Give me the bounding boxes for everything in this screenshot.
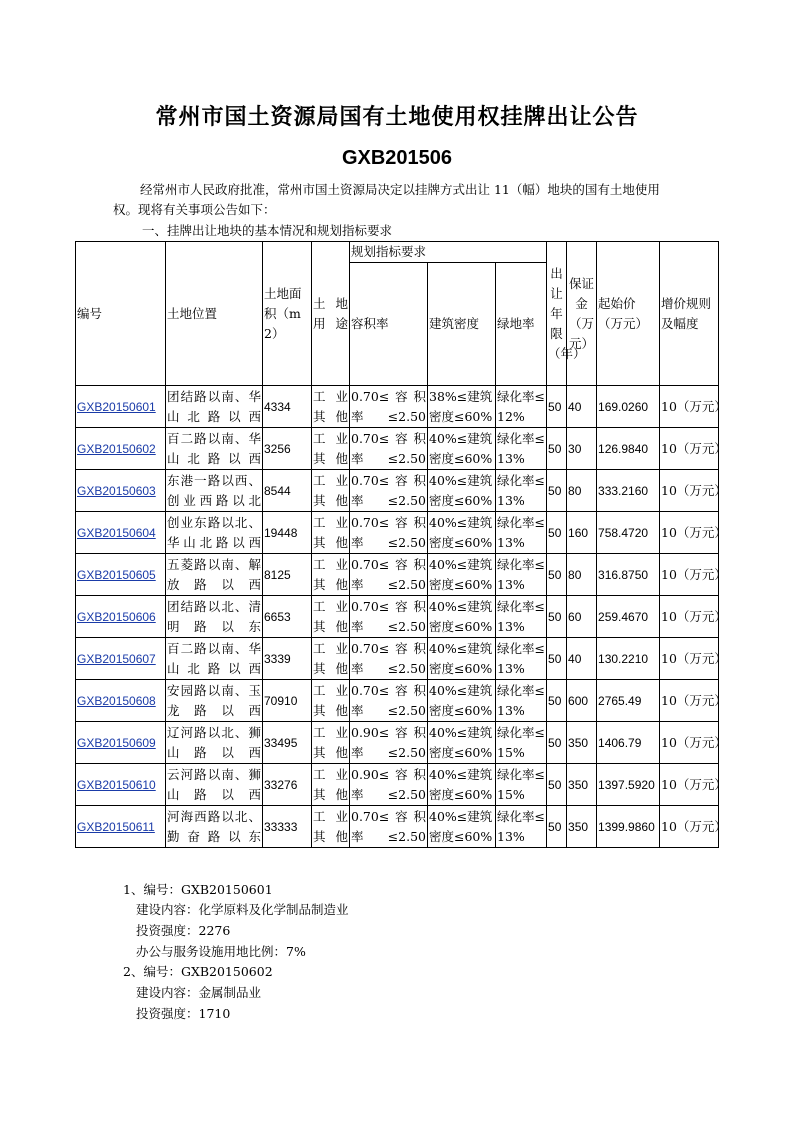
cell-start-price-text: 126.9840: [598, 441, 649, 456]
cell-increment: [660, 512, 727, 554]
cell-area: [263, 386, 312, 428]
cell-use: [312, 596, 350, 638]
header-code: 编号: [76, 242, 166, 386]
cell-increment-text: 10（万元）: [661, 608, 727, 624]
cell-location: [166, 386, 263, 428]
cell-start-price-text: 130.2210: [598, 651, 649, 666]
cell-deposit-text: 80: [568, 567, 582, 582]
cell-use: [312, 386, 350, 428]
cell-term: [547, 428, 567, 470]
cell-location: [166, 596, 263, 638]
cell-deposit: [567, 638, 597, 680]
cell-area-text: 33333: [264, 819, 298, 834]
cell-term: [547, 554, 567, 596]
cell-code-text[interactable]: GXB20150601: [77, 399, 156, 414]
header-density: 建筑密度: [428, 263, 496, 386]
cell-term: [547, 596, 567, 638]
detail-2-investment: 投资强度：1710: [136, 1006, 231, 1021]
cell-far-text: 0.70≤容积率≤2.50: [351, 430, 426, 466]
cell-deposit-text: 40: [568, 651, 582, 666]
cell-deposit: [567, 596, 597, 638]
cell-start-price-text: 2765.49: [598, 693, 642, 708]
cell-start-price: [597, 428, 660, 470]
cell-area-text: 3339: [264, 651, 291, 666]
cell-term-text: 50: [548, 651, 562, 666]
cell-location-text: 辽河路以北、狮山路以西: [167, 724, 261, 760]
detail-2-content: 建设内容：金属制品业: [136, 985, 262, 1000]
cell-use-text: 工业其他: [313, 640, 348, 676]
cell-area: [263, 596, 312, 638]
cell-density: [428, 680, 496, 722]
cell-term: [547, 638, 567, 680]
cell-area-text: 4334: [264, 399, 291, 414]
detail-1-investment: 投资强度：2276: [136, 923, 231, 938]
header-increment: 增价规则及幅度: [660, 242, 719, 386]
cell-green: [496, 680, 547, 722]
cell-far-text: 0.70≤容积率≤2.50: [351, 472, 426, 508]
cell-density: [428, 764, 496, 806]
cell-use-text: 工业其他: [313, 430, 348, 466]
cell-area-text: 70910: [264, 693, 298, 708]
cell-use: [312, 554, 350, 596]
table-row: [76, 470, 719, 512]
cell-increment-text: 10（万元）: [661, 398, 727, 414]
cell-area-text: 6653: [264, 609, 291, 624]
cell-green: [496, 512, 547, 554]
cell-code-text[interactable]: GXB20150603: [77, 483, 156, 498]
cell-code-text[interactable]: GXB20150602: [77, 441, 156, 456]
cell-far: [350, 554, 428, 596]
cell-location-text: 团结路以北、清明路以东: [167, 598, 261, 634]
cell-area: [263, 680, 312, 722]
cell-term: [547, 722, 567, 764]
cell-deposit-text: 60: [568, 609, 582, 624]
cell-use: [312, 722, 350, 764]
cell-start-price-text: 758.4720: [598, 525, 649, 540]
cell-code: [76, 722, 166, 764]
cell-location-text: 云河路以南、狮山路以西: [167, 766, 261, 802]
detail-2-heading: 2、编号：GXB20150602: [123, 964, 273, 979]
cell-use: [312, 512, 350, 554]
cell-far-text: 0.70≤容积率≤2.50: [351, 556, 426, 592]
cell-far: [350, 764, 428, 806]
cell-location: [166, 470, 263, 512]
cell-area-text: 19448: [264, 525, 298, 540]
cell-green-text: 绿化率≤13%: [497, 430, 546, 466]
header-planning: 规划指标要求: [350, 242, 547, 263]
cell-density-text: 40%≤建筑密度≤60%: [429, 556, 493, 592]
cell-deposit-text: 350: [568, 777, 589, 792]
cell-use: [312, 428, 350, 470]
header-start-price: 起始价（万元）: [597, 242, 660, 386]
cell-code-text[interactable]: GXB20150610: [77, 777, 156, 792]
cell-term: [547, 680, 567, 722]
cell-far: [350, 596, 428, 638]
cell-area: [263, 764, 312, 806]
cell-start-price: [597, 386, 660, 428]
cell-green: [496, 638, 547, 680]
cell-location: [166, 512, 263, 554]
cell-location-text: 东港一路以西、创业西路以北: [167, 472, 261, 508]
cell-deposit: [567, 512, 597, 554]
cell-area: [263, 722, 312, 764]
cell-deposit-text: 600: [568, 693, 589, 708]
cell-use-text: 工业其他: [313, 556, 348, 592]
cell-area: [263, 554, 312, 596]
cell-increment-text: 10（万元）: [661, 482, 727, 498]
cell-green-text: 绿化率≤13%: [497, 808, 546, 844]
cell-green-text: 绿化率≤13%: [497, 472, 546, 508]
cell-location: [166, 806, 263, 848]
cell-area-text: 33276: [264, 777, 298, 792]
cell-code-text[interactable]: GXB20150609: [77, 735, 156, 750]
cell-far: [350, 428, 428, 470]
cell-increment: [660, 680, 727, 722]
cell-use-text: 工业其他: [313, 598, 348, 634]
cell-increment: [660, 386, 727, 428]
cell-increment-text: 10（万元）: [661, 440, 727, 456]
cell-increment: [660, 806, 727, 848]
cell-code: [76, 596, 166, 638]
cell-density-text: 40%≤建筑密度≤60%: [429, 430, 493, 466]
cell-code: [76, 806, 166, 848]
cell-code: [76, 512, 166, 554]
cell-location-text: 河海西路以北、勤奋路以东: [167, 808, 261, 844]
cell-density-text: 40%≤建筑密度≤60%: [429, 724, 493, 760]
cell-green: [496, 470, 547, 512]
cell-start-price: [597, 638, 660, 680]
cell-density-text: 40%≤建筑密度≤60%: [429, 472, 493, 508]
cell-location-text: 创业东路以北、华山北路以西: [167, 514, 261, 550]
cell-green-text: 绿化率≤13%: [497, 640, 546, 676]
cell-location-text: 五菱路以南、解放路以西: [167, 556, 261, 592]
cell-start-price: [597, 722, 660, 764]
cell-density: [428, 386, 496, 428]
cell-location-text: 安园路以南、玉龙路以西: [167, 682, 261, 718]
table-row: [76, 680, 719, 722]
cell-start-price-text: 259.4670: [598, 609, 649, 624]
cell-increment-text: 10（万元）: [661, 650, 727, 666]
header-use: 土地用途: [312, 242, 350, 386]
cell-start-price-text: 169.0260: [598, 399, 649, 414]
cell-area: [263, 806, 312, 848]
cell-start-price-text: 1406.79: [598, 735, 642, 750]
cell-deposit: [567, 470, 597, 512]
cell-deposit: [567, 386, 597, 428]
cell-green: [496, 386, 547, 428]
cell-deposit: [567, 428, 597, 470]
cell-green: [496, 806, 547, 848]
cell-start-price-text: 1399.9860: [598, 819, 655, 834]
cell-increment-text: 10（万元）: [661, 566, 727, 582]
cell-area-text: 8125: [264, 567, 291, 582]
cell-use-text: 工业其他: [313, 766, 348, 802]
cell-green-text: 绿化率≤13%: [497, 556, 546, 592]
cell-deposit-text: 350: [568, 819, 589, 834]
cell-far-text: 0.90≤容积率≤2.50: [351, 766, 426, 802]
cell-use-text: 工业其他: [313, 724, 348, 760]
land-parcel-table: [75, 241, 727, 848]
cell-density: [428, 638, 496, 680]
cell-density-text: 40%≤建筑密度≤60%: [429, 598, 493, 634]
table-row: [76, 554, 719, 596]
cell-deposit-text: 80: [568, 483, 582, 498]
cell-location: [166, 554, 263, 596]
cell-green-text: 绿化率≤13%: [497, 598, 546, 634]
cell-term: [547, 806, 567, 848]
cell-term-text: 50: [548, 777, 562, 792]
header-green: 绿地率: [496, 263, 547, 386]
cell-term-text: 50: [548, 567, 562, 582]
cell-increment: [660, 722, 727, 764]
cell-density: [428, 512, 496, 554]
cell-increment: [660, 764, 727, 806]
cell-code-text[interactable]: GXB20150606: [77, 609, 156, 624]
cell-location: [166, 722, 263, 764]
cell-density: [428, 806, 496, 848]
cell-deposit: [567, 722, 597, 764]
cell-area: [263, 512, 312, 554]
cell-code-text[interactable]: GXB20150604: [77, 525, 156, 540]
cell-far-text: 0.70≤容积率≤2.50: [351, 682, 426, 718]
cell-start-price-text: 333.2160: [598, 483, 649, 498]
cell-far-text: 0.70≤容积率≤2.50: [351, 598, 426, 634]
cell-term-text: 50: [548, 525, 562, 540]
cell-start-price: [597, 806, 660, 848]
cell-far: [350, 470, 428, 512]
intro-paragraph: 经常州市人民政府批准，常州市国土资源局决定以挂牌方式出让 11（幅）地块的国有土地使用权。现将有关事项公告如下：: [113, 182, 660, 217]
cell-term: [547, 764, 567, 806]
cell-far-text: 0.70≤容积率≤2.50: [351, 808, 426, 844]
cell-density: [428, 470, 496, 512]
cell-green: [496, 428, 547, 470]
cell-use-text: 工业其他: [313, 388, 348, 424]
cell-location: [166, 764, 263, 806]
cell-code: [76, 554, 166, 596]
cell-location: [166, 428, 263, 470]
cell-term-text: 50: [548, 399, 562, 414]
cell-location: [166, 680, 263, 722]
cell-start-price-text: 316.8750: [598, 567, 649, 582]
cell-deposit-text: 30: [568, 441, 582, 456]
cell-use-text: 工业其他: [313, 514, 348, 550]
cell-area: [263, 638, 312, 680]
cell-increment-text: 10（万元）: [661, 692, 727, 708]
header-deposit: 保证金（万元）: [567, 242, 597, 386]
cell-term-text: 50: [548, 609, 562, 624]
detail-1-ratio: 办公与服务设施用地比例：7%: [136, 944, 306, 959]
cell-increment: [660, 638, 727, 680]
cell-use-text: 工业其他: [313, 472, 348, 508]
page-title: 常州市国土资源局国有土地使用权挂牌出让公告: [155, 104, 639, 130]
table-row: [76, 764, 719, 806]
cell-term-text: 50: [548, 483, 562, 498]
table-row: [76, 512, 719, 554]
cell-location-text: 团结路以南、华山北路以西: [167, 388, 261, 424]
cell-code-text[interactable]: GXB20150611: [77, 819, 155, 834]
cell-start-price: [597, 512, 660, 554]
cell-green: [496, 596, 547, 638]
cell-term: [547, 386, 567, 428]
cell-start-price: [597, 554, 660, 596]
cell-code: [76, 638, 166, 680]
cell-green: [496, 722, 547, 764]
header-location: 土地位置: [166, 242, 263, 386]
cell-far: [350, 638, 428, 680]
cell-deposit: [567, 680, 597, 722]
cell-location-text: 百二路以南、华山北路以西: [167, 430, 261, 466]
cell-term-text: 50: [548, 693, 562, 708]
cell-use-text: 工业其他: [313, 682, 348, 718]
cell-deposit-text: 350: [568, 735, 589, 750]
cell-far: [350, 680, 428, 722]
announcement-number: GXB201506: [341, 147, 453, 169]
cell-far-text: 0.70≤容积率≤2.50: [351, 640, 426, 676]
table-row: [76, 722, 719, 764]
cell-location-text: 百二路以南、华山北路以西: [167, 640, 261, 676]
cell-deposit-text: 160: [568, 525, 589, 540]
header-term: 出让年限（年）: [547, 242, 567, 386]
cell-green-text: 绿化率≤13%: [497, 682, 546, 718]
table-row: [76, 638, 719, 680]
cell-start-price: [597, 680, 660, 722]
cell-deposit: [567, 806, 597, 848]
cell-increment-text: 10（万元）: [661, 818, 727, 834]
header-row: [76, 242, 719, 263]
detail-1-heading: 1、编号：GXB20150601: [123, 882, 273, 897]
cell-density: [428, 428, 496, 470]
cell-use: [312, 680, 350, 722]
cell-term: [547, 470, 567, 512]
cell-density-text: 40%≤建筑密度≤60%: [429, 808, 493, 844]
cell-density-text: 40%≤建筑密度≤60%: [429, 514, 493, 550]
cell-use: [312, 764, 350, 806]
cell-term-text: 50: [548, 819, 562, 834]
cell-density: [428, 722, 496, 764]
cell-area-text: 33495: [264, 735, 298, 750]
cell-code: [76, 470, 166, 512]
cell-increment: [660, 554, 727, 596]
cell-start-price: [597, 470, 660, 512]
detail-1-content: 建设内容：化学原料及化学制品制造业: [136, 902, 349, 917]
cell-location: [166, 638, 263, 680]
cell-code-text[interactable]: GXB20150607: [77, 651, 156, 666]
cell-far: [350, 806, 428, 848]
cell-use: [312, 470, 350, 512]
cell-start-price: [597, 596, 660, 638]
cell-term: [547, 512, 567, 554]
cell-increment-text: 10（万元）: [661, 734, 727, 750]
cell-far-text: 0.90≤容积率≤2.50: [351, 724, 426, 760]
cell-green-text: 绿化率≤13%: [497, 514, 546, 550]
header-far: 容积率: [350, 263, 428, 386]
header-area: 土地面积（m2）: [263, 242, 312, 386]
cell-area: [263, 470, 312, 512]
cell-green-text: 绿化率≤12%: [497, 388, 546, 424]
cell-increment-text: 10（万元）: [661, 776, 727, 792]
cell-area-text: 8544: [264, 483, 291, 498]
cell-code: [76, 680, 166, 722]
cell-increment: [660, 470, 727, 512]
cell-green-text: 绿化率≤15%: [497, 766, 546, 802]
section-heading: 一、挂牌出让地块的基本情况和规划指标要求: [142, 223, 393, 238]
cell-code-text[interactable]: GXB20150605: [77, 567, 156, 582]
cell-far: [350, 386, 428, 428]
cell-far: [350, 722, 428, 764]
cell-density: [428, 554, 496, 596]
table-row: [76, 596, 719, 638]
cell-far-text: 0.70≤容积率≤2.50: [351, 388, 426, 424]
cell-green-text: 绿化率≤15%: [497, 724, 546, 760]
cell-density: [428, 596, 496, 638]
cell-far: [350, 512, 428, 554]
table-row: [76, 806, 719, 848]
cell-area-text: 3256: [264, 441, 291, 456]
cell-start-price: [597, 764, 660, 806]
cell-term-text: 50: [548, 441, 562, 456]
cell-term-text: 50: [548, 735, 562, 750]
cell-start-price-text: 1397.5920: [598, 777, 655, 792]
cell-density-text: 40%≤建筑密度≤60%: [429, 640, 493, 676]
cell-density-text: 40%≤建筑密度≤60%: [429, 682, 493, 718]
cell-density-text: 38%≤建筑密度≤60%: [429, 388, 493, 424]
cell-deposit: [567, 554, 597, 596]
cell-deposit-text: 40: [568, 399, 582, 414]
cell-use: [312, 638, 350, 680]
cell-increment-text: 10（万元）: [661, 524, 727, 540]
table-row: [76, 428, 719, 470]
cell-deposit: [567, 764, 597, 806]
cell-green: [496, 554, 547, 596]
cell-green: [496, 764, 547, 806]
cell-code: [76, 428, 166, 470]
cell-increment: [660, 596, 727, 638]
table-row: [76, 386, 719, 428]
cell-far-text: 0.70≤容积率≤2.50: [351, 514, 426, 550]
cell-increment: [660, 428, 727, 470]
cell-code-text[interactable]: GXB20150608: [77, 693, 156, 708]
cell-use: [312, 806, 350, 848]
cell-density-text: 40%≤建筑密度≤60%: [429, 766, 493, 802]
cell-code: [76, 386, 166, 428]
cell-use-text: 工业其他: [313, 808, 348, 844]
cell-code: [76, 764, 166, 806]
cell-area: [263, 428, 312, 470]
